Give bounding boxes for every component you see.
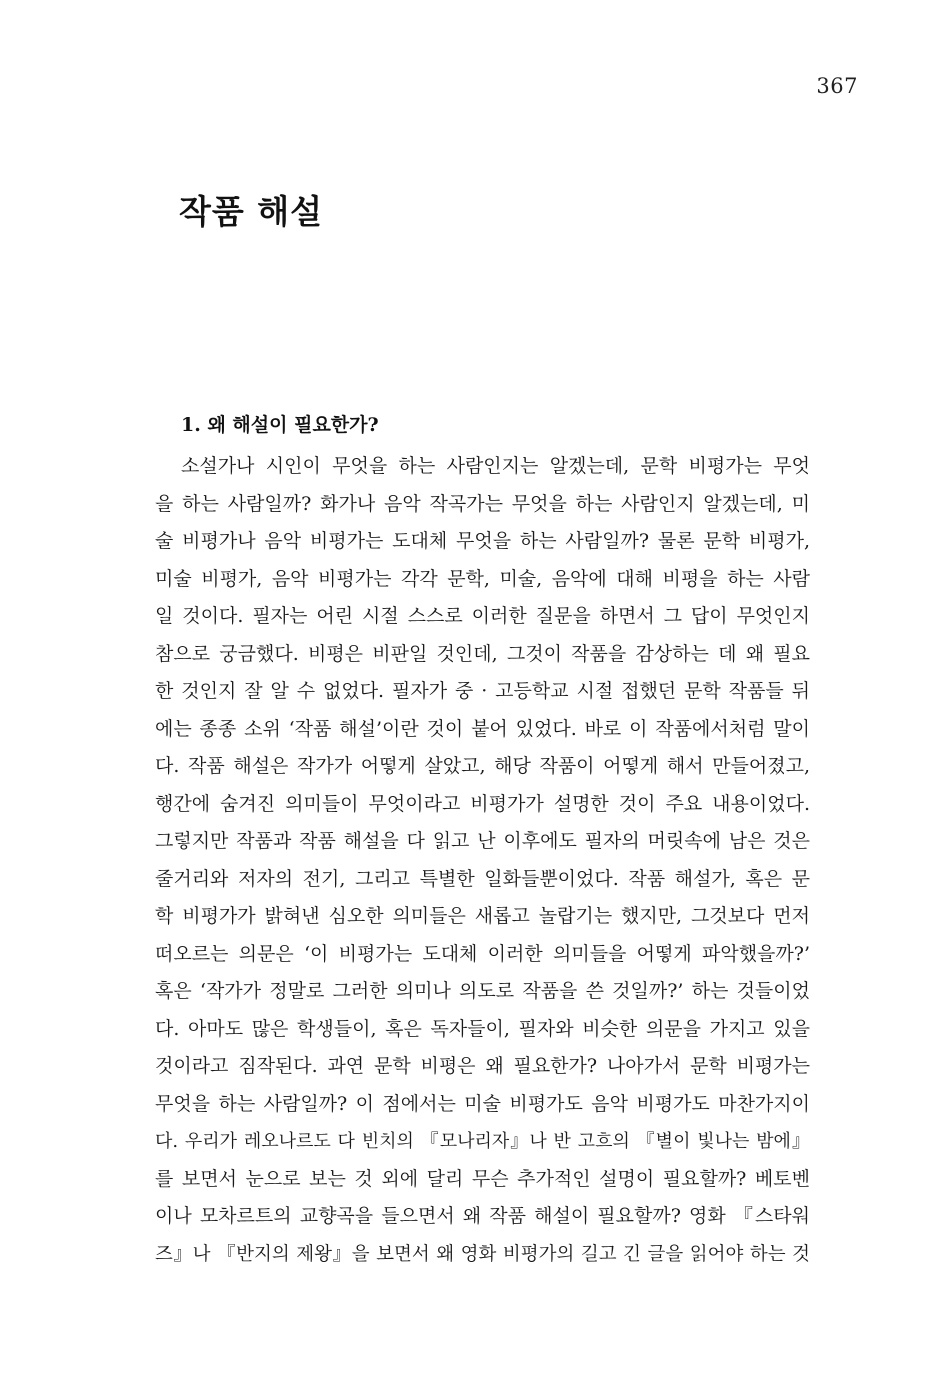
text-line: 이나 모차르트의 교향곡을 들으면서 왜 작품 해설이 필요할까? 영화 『스타워 [155,1205,810,1227]
text-line: 행간에 숨겨진 의미들이 무엇이라고 비평가가 설명한 것이 주요 내용이었다. [155,792,810,815]
text-line: 미술 비평가, 음악 비평가는 각각 문학, 미술, 음악에 대해 비평을 하는 사람 [155,567,810,590]
text-line: 에는 종종 소위 ‘작품 해설’이란 것이 붙어 있었다. 바로 이 작품에서처럼 말이 [155,717,810,740]
text-line: 소설가나 시인이 무엇을 하는 사람인지는 알겠는데, 문학 비평가는 무엇 [181,455,810,477]
text-line: 무엇을 하는 사람일까? 이 점에서는 미술 비평가도 음악 비평가도 마찬가지이 [155,1092,810,1115]
text-line: 일 것이다. 필자는 어린 시절 스스로 이러한 질문을 하면서 그 답이 무엇인지 [155,605,810,627]
text-line: 다. 아마도 많은 학생들이, 혹은 독자들이, 필자와 비슷한 의문을 가지고 있을 [155,1017,810,1040]
text-line: 를 보면서 눈으로 보는 것 외에 달리 무슨 추가적인 설명이 필요할까? 베토벤 [155,1167,810,1190]
text-line: 한 것인지 잘 알 수 없었다. 필자가 중 · 고등학교 시절 접했던 문학 작품들 뒤 [155,680,810,702]
text-line: 참으로 궁금했다. 비평은 비판일 것인데, 그것이 작품을 감상하는 데 왜 필요 [155,642,810,665]
text-line: 다. 우리가 레오나르도 다 빈치의 『모나리자』나 반 고흐의 『별이 빛나는 밤에』 [155,1131,810,1152]
section-heading: 1. 왜 해설이 필요한가? [181,414,379,436]
text-line: 학 비평가가 밝혀낸 심오한 의미들은 새롭고 놀랍기는 했지만, 그것보다 먼저 [155,905,810,927]
text-line: 즈』나 『반지의 제왕』을 보면서 왜 영화 비평가의 길고 긴 글을 읽어야 하는 것 [155,1243,810,1265]
text-line: 술 비평가나 음악 비평가는 도대체 무엇을 하는 사람일까? 물론 문학 비평가, [155,530,810,552]
text-line: 떠오르는 의문은 ‘이 비평가는 도대체 이러한 의미들을 어떻게 파악했을까?’ [155,942,810,965]
text-line: 다. 작품 해설은 작가가 어떻게 살았고, 해당 작품이 어떻게 해서 만들어졌고, [155,755,810,777]
text-line: 것이라고 짐작된다. 과연 문학 비평은 왜 필요한가? 나아가서 문학 비평가는 [155,1055,810,1077]
body-paragraph [155,448,810,1273]
text-line: 혹은 ‘작가가 정말로 그러한 의미나 의도로 작품을 쓴 것일까?’ 하는 것들이었 [155,980,810,1002]
chapter-title: 작품 해설 [179,192,324,231]
page-number: 367 [816,74,858,98]
text-line: 그렇지만 작품과 작품 해설을 다 읽고 난 이후에도 필자의 머릿속에 남은 것은 [155,830,810,852]
text-line: 줄거리와 저자의 전기, 그리고 특별한 일화들뿐이었다. 작품 해설가, 혹은 문 [155,867,810,890]
text-line: 을 하는 사람일까? 화가나 음악 작곡가는 무엇을 하는 사람인지 알겠는데, 미 [155,492,810,515]
